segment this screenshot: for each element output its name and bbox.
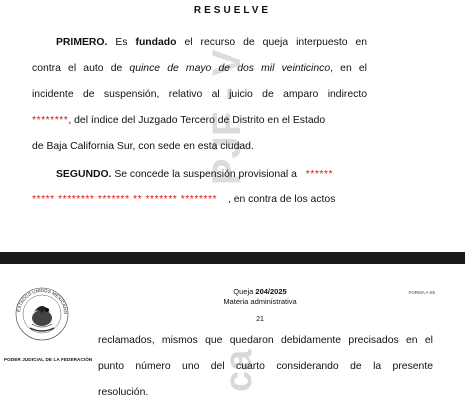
eagle-seal-icon <box>14 284 70 346</box>
italic-date: quince de mayo de dos mil veinticinco <box>129 63 331 74</box>
case-subject: Materia administrativa <box>223 297 297 306</box>
national-seal-icon <box>14 284 70 346</box>
form-code: FORMA A-55 <box>408 290 435 295</box>
case-number <box>200 287 320 296</box>
page-number: 21 <box>256 316 264 323</box>
text-fragment: contra el auto de <box>32 63 123 74</box>
document-page-2 <box>0 264 465 407</box>
page-divider <box>0 252 465 264</box>
text-fragment: , en el <box>330 63 367 74</box>
body-line-1: reclamados, mismos que quedaron debidamente precisados en el <box>98 335 433 346</box>
paragraph-primero-line-3: incidente de suspensión, relativo al juicio de amparo indirecto <box>32 89 367 100</box>
paragraph-primero-line-4 <box>32 115 325 126</box>
segundo-label: SEGUNDO. <box>56 169 112 180</box>
redacted-text: ******** <box>32 115 69 126</box>
paragraph-segundo-line-1 <box>56 169 333 180</box>
case-id: 204/2025 <box>255 287 287 296</box>
paragraph-primero-line-1 <box>56 37 367 48</box>
text-fragment: , en contra de los actos <box>227 194 336 205</box>
paragraph-primero-line-5: de Baja California Sur, con sede en esta ciudad. <box>32 141 254 152</box>
watermark-text: PJF - V <box>205 49 249 185</box>
bold-word: fundado <box>135 37 177 48</box>
primero-label: PRIMERO. <box>56 37 108 48</box>
svg-text:ESTADOS UNIDOS MEXICANOS: ESTADOS UNIDOS MEXICANO <box>16 287 69 315</box>
redacted-text: ***** ******** ******* ** ******* ******** <box>32 194 218 205</box>
redacted-text: ****** <box>305 169 334 180</box>
body-line-3: resolución. <box>98 387 149 398</box>
case-prefix: Queja <box>233 287 256 296</box>
paragraph-primero-line-2 <box>32 63 367 74</box>
text-fragment: Se concede la suspensión provisional a <box>114 169 297 180</box>
institution-caption: PODER JUDICIAL DE LA FEDERACIÓN <box>4 357 93 362</box>
text-fragment: , del índice del Juzgado Tercero de Distrito en el Estado <box>68 115 326 126</box>
body-line-2: punto número uno del cuarto considerando de la presente <box>98 361 433 372</box>
watermark-text: ca <box>218 349 260 392</box>
section-heading: RESUELVE <box>193 5 272 16</box>
text-fragment: Es <box>115 37 128 48</box>
paragraph-segundo-line-2 <box>32 194 335 205</box>
text-fragment: el recurso de queja interpuesto en <box>184 37 368 48</box>
